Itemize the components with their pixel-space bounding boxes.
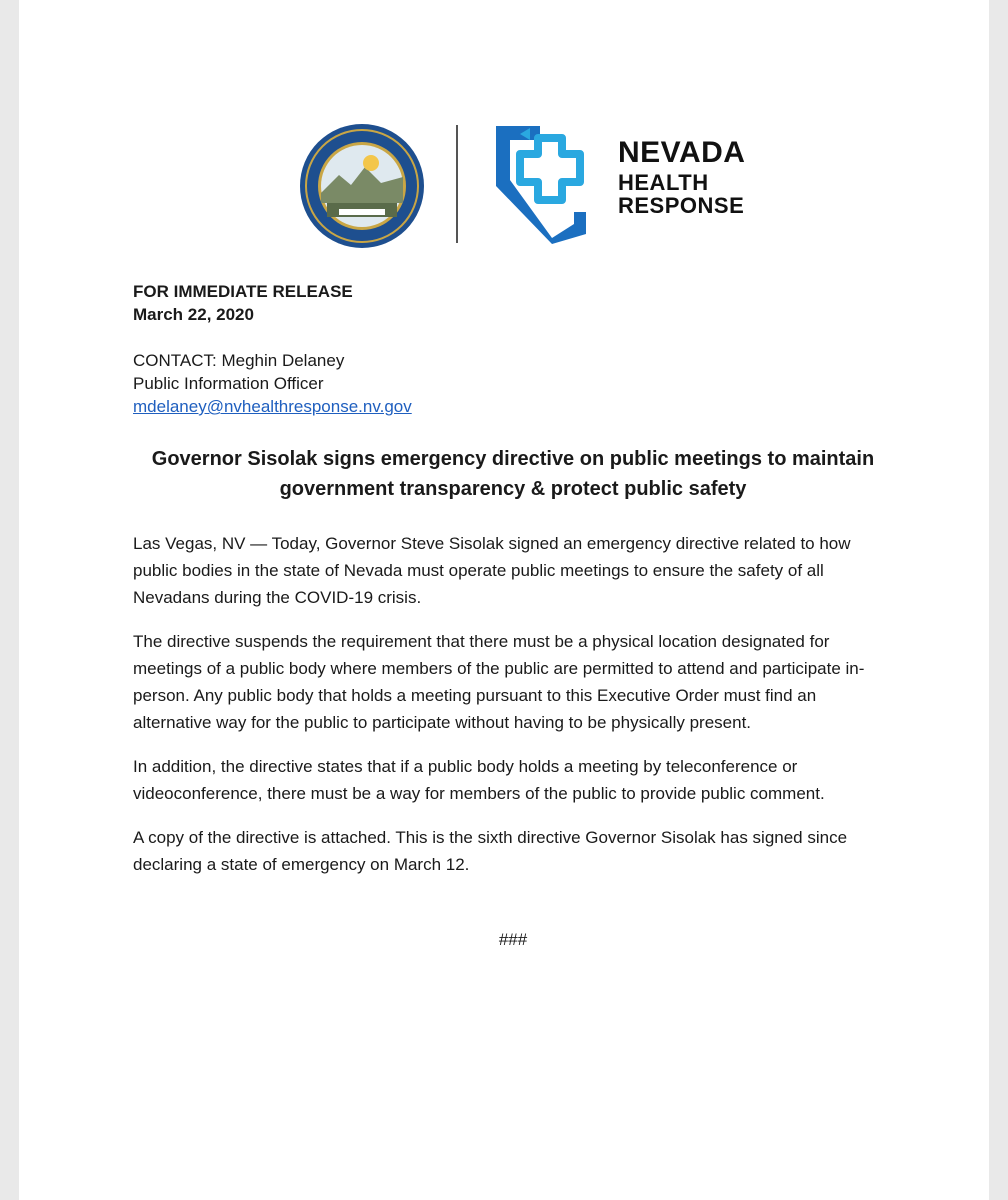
contact-title: Public Information Officer (133, 374, 324, 393)
state-seal-icon (299, 123, 425, 249)
paragraph: A copy of the directive is attached. This is the sixth directive Governor Sisolak has signed since declaring a state of emergency on March 12. (133, 828, 848, 874)
press-release (133, 280, 893, 951)
contact-email-link[interactable]: mdelaney@nvhealthresponse.nv.gov (133, 397, 412, 416)
release-date: March 22, 2020 (133, 305, 254, 324)
paragraph: The directive suspends the requirement that there must be a physical location designated for meetings of a public body where members of the public are permitted to attend and participate in-person. Any public body that holds a meeting pursuant to this Executive Order must find an alternative way for the public to participate without having to be physically present. (133, 632, 865, 732)
nevada-health-response-icon (490, 120, 600, 244)
release-label: FOR IMMEDIATE RELEASE (133, 282, 353, 301)
logo-divider (456, 125, 458, 243)
contact-block (133, 349, 893, 418)
paragraph: In addition, the directive states that if a public body holds a meeting by teleconference or videoconference, there must be a way for members of the public to provide public comment. (133, 757, 825, 803)
header-logos (299, 120, 759, 250)
brand-wordmark (618, 138, 745, 217)
contact-name: CONTACT: Meghin Delaney (133, 351, 345, 370)
document-page (19, 0, 989, 1200)
brand-health: HEALTH (618, 170, 709, 195)
end-mark: ### (498, 930, 528, 949)
brand-nevada: NEVADA (618, 136, 746, 169)
headline: Governor Sisolak signs emergency directive on public meetings to maintain government transparency & protect public safety (151, 448, 875, 500)
brand-response: RESPONSE (618, 193, 745, 218)
paragraph: Las Vegas, NV — Today, Governor Steve Sisolak signed an emergency directive related to how public bodies in the state of Nevada must operate public meetings to ensure the safety of all Nevadans during the COVID-19 crisis. (133, 534, 851, 607)
body-text (133, 530, 893, 878)
